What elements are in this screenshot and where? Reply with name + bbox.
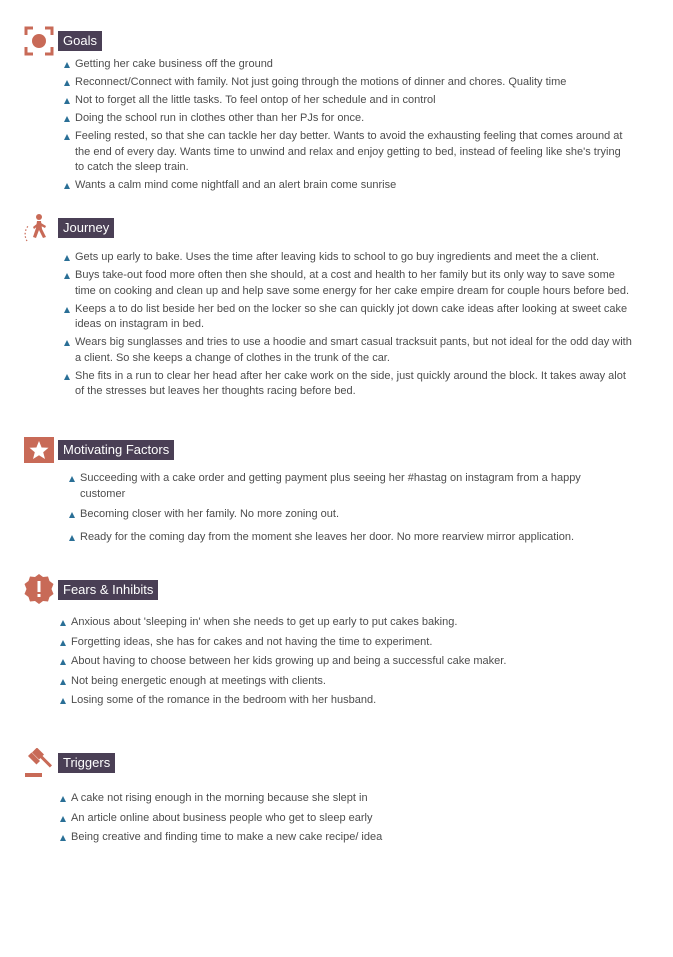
bullet-triangle-icon [60, 640, 66, 646]
bullet-triangle-icon [64, 116, 70, 122]
motivating-list [69, 471, 629, 548]
bullet-triangle-icon [60, 620, 66, 626]
walking-person-icon [24, 213, 54, 243]
alert-icon [24, 574, 54, 604]
bullet-triangle-icon [69, 512, 75, 518]
list-item: Doing the school run in clothes other than her PJs for once. [64, 111, 632, 127]
bullet-triangle-icon [64, 374, 70, 380]
list-item: Gets up early to bake. Uses the time after leaving kids to school to go buy ingredients and meet the a client. [64, 250, 634, 266]
list-item: Anxious about 'sleeping in' when she needs to get up early to put cakes baking. [60, 615, 630, 631]
journey-list [64, 250, 634, 402]
list-item: Losing some of the romance in the bedroom with her husband. [60, 693, 630, 709]
list-item: She fits in a run to clear her head after her cake work on the side, just quickly around the block. It takes away alot of the stresses but leaves her thoughts racing before bed. [64, 369, 634, 400]
list-item: About having to choose between her kids growing up and being a successful cake maker. [60, 654, 630, 670]
bullet-triangle-icon [64, 62, 70, 68]
section-title: Fears & Inhibits [58, 580, 158, 600]
bullet-triangle-icon [64, 183, 70, 189]
list-item: Getting her cake business off the ground [64, 57, 632, 73]
list-item: Buys take-out food more often then she should, at a cost and health to her family but its only way to save some time on cooking and clean up and help save some energy for her cake empire dream for couple hours before bed. [64, 268, 634, 299]
bullet-triangle-icon [64, 255, 70, 261]
list-item: Not being energetic enough at meetings with clients. [60, 674, 630, 690]
list-item: Keeps a to do list beside her bed on the locker so she can quickly jot down cake ideas after looking at sweet cake ideas on instagram in bed. [64, 302, 634, 333]
list-item: Wants a calm mind come nightfall and an alert brain come sunrise [64, 178, 632, 194]
list-item: Forgetting ideas, she has for cakes and not having the time to experiment. [60, 635, 630, 651]
section-title: Triggers [58, 753, 115, 773]
bullet-triangle-icon [64, 307, 70, 313]
list-item: Becoming closer with her family. No more zoning out. [69, 507, 629, 523]
bullet-triangle-icon [60, 835, 66, 841]
section-title: Journey [58, 218, 114, 238]
bullet-triangle-icon [64, 134, 70, 140]
list-item: Succeeding with a cake order and getting payment plus seeing her #hastag on instagram from a happy customer [69, 471, 629, 502]
goals-list [64, 57, 632, 196]
bullet-triangle-icon [69, 535, 75, 541]
bullet-triangle-icon [60, 659, 66, 665]
list-item: Feeling rested, so that she can tackle her day better. Wants to avoid the exhausting feeling that comes around at the end of every day. Wants time to unwind and relax and enjoy getting to bed, instead of feeling like she's trying to catch the sleep train. [64, 129, 632, 176]
section-title: Motivating Factors [58, 440, 174, 460]
gavel-icon [24, 748, 54, 778]
bullet-triangle-icon [64, 340, 70, 346]
list-item: Not to forget all the little tasks. To feel ontop of her schedule and in control [64, 93, 632, 109]
triggers-list [60, 791, 630, 848]
list-item: Wears big sunglasses and tries to use a hoodie and smart casual tracksuit pants, but not ideal for the odd day with a client. So she keeps a change of clothes in the trunk of the car. [64, 335, 634, 366]
fears-list [60, 615, 630, 711]
bullet-triangle-icon [64, 273, 70, 279]
bullet-triangle-icon [60, 698, 66, 704]
list-item: Reconnect/Connect with family. Not just going through the motions of dinner and chores. Quality time [64, 75, 632, 91]
bullet-triangle-icon [69, 476, 75, 482]
bullet-triangle-icon [60, 679, 66, 685]
target-icon [24, 26, 54, 56]
bullet-triangle-icon [60, 816, 66, 822]
star-icon [24, 436, 54, 464]
bullet-triangle-icon [60, 796, 66, 802]
list-item: Being creative and finding time to make a new cake recipe/ idea [60, 830, 630, 846]
bullet-triangle-icon [64, 98, 70, 104]
list-item: Ready for the coming day from the moment she leaves her door. No more rearview mirror application. [69, 530, 629, 546]
bullet-triangle-icon [64, 80, 70, 86]
list-item: An article online about business people who get to sleep early [60, 811, 630, 827]
section-title: Goals [58, 31, 102, 51]
list-item: A cake not rising enough in the morning because she slept in [60, 791, 630, 807]
